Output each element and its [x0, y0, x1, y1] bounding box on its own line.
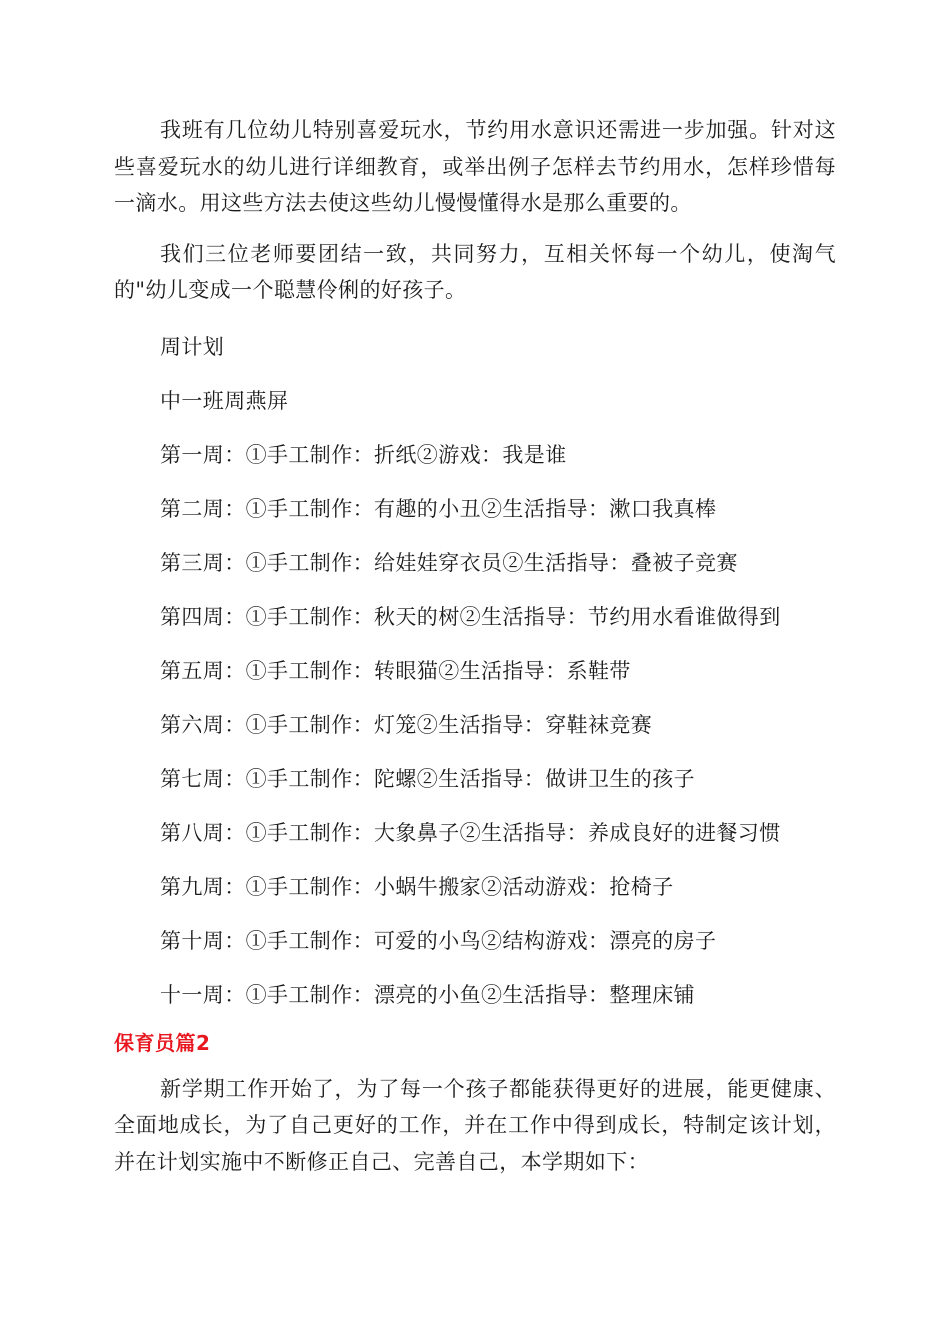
week-5: 第五周：①手工制作：转眼猫②生活指导：系鞋带 — [160, 658, 631, 683]
week-7: 第七周：①手工制作：陀螺②生活指导：做讲卫生的孩子 — [160, 766, 695, 791]
week-9: 第九周：①手工制作：小蜗牛搬家②活动游戏：抢椅子 — [160, 874, 674, 899]
section-heading: 保育员篇2 — [114, 1030, 211, 1055]
week-4: 第四周：①手工制作：秋天的树②生活指导：节约用水看谁做得到 — [160, 604, 781, 629]
week-6: 第六周：①手工制作：灯笼②生活指导：穿鞋袜竞赛 — [160, 712, 653, 737]
week-1: 第一周：①手工制作：折纸②游戏：我是谁 — [160, 442, 567, 467]
paragraph-new-semester: 新学期工作开始了，为了每一个孩子都能获得更好的进展，能更健康、全面地成长，为了自己更好的工作，并在工作中得到成长，特制定该计划，并在计划实施中不断修正自己、完善自己，本学期如下： — [114, 1076, 836, 1174]
week-10: 第十周：①手工制作：可爱的小鸟②结构游戏：漂亮的房子 — [160, 928, 717, 953]
week-3: 第三周：①手工制作：给娃娃穿衣员②生活指导：叠被子竞赛 — [160, 550, 738, 575]
document-body — [114, 112, 836, 1180]
plan-author: 中一班周燕屏 — [160, 388, 289, 413]
week-11: 十一周：①手工制作：漂亮的小鱼②生活指导：整理床铺 — [160, 982, 695, 1007]
plan-title: 周计划 — [160, 334, 225, 359]
paragraph-water-saving: 我班有几位幼儿特别喜爱玩水，节约用水意识还需进一步加强。针对这些喜爱玩水的幼儿进行详细教育，或举出例子怎样去节约用水，怎样珍惜每一滴水。用这些方法去使这些幼儿慢慢懂得水是那么重要的。 — [114, 118, 836, 215]
week-8: 第八周：①手工制作：大象鼻子②生活指导：养成良好的进餐习惯 — [160, 820, 781, 845]
week-2: 第二周：①手工制作：有趣的小丑②生活指导：漱口我真棒 — [160, 496, 717, 521]
paragraph-teachers: 我们三位老师要团结一致，共同努力，互相关怀每一个幼儿，使淘气的"幼儿变成一个聪慧伶俐的好孩子。 — [114, 241, 836, 302]
